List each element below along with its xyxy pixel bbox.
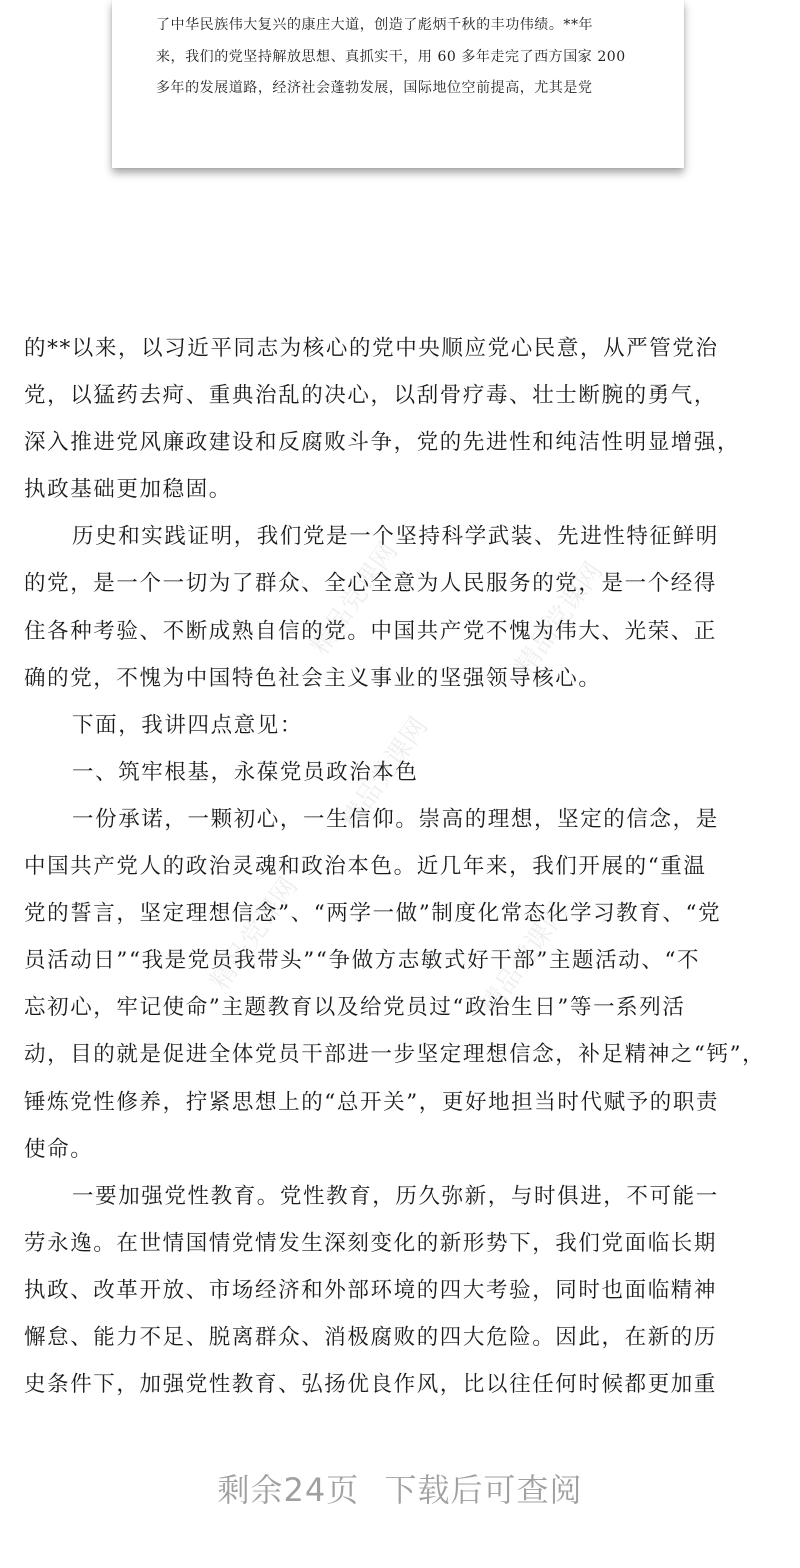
watermark: 精品党课网 [304,536,405,661]
body-line: 执政、改革开放、市场经济和外部环境的四大考验，同时也面临精神 [24,1277,718,1303]
body-line: 执政基础更加稳固。 [24,477,232,503]
watermark: 精品党课网 [204,871,305,996]
body-line: 懈怠、能力不足、脱离群众、消极腐败的四大危险。因此，在新的历 [24,1324,718,1350]
watermark: 精品党课网 [509,556,610,681]
preview-text-block [156,10,646,105]
preview-line: 多年的发展道路，经济社会蓬勃发展，国际地位空前提高，尤其是党 [156,80,593,97]
body-line: 史条件下，加强党性教育、弘扬优良作风，比以往任何时候都更加重 [24,1372,718,1398]
body-line: 忘初心，牢记使命”主题教育以及给党员过“政治生日”等一系列活 [24,995,686,1021]
body-line: 员活动日”“我是党员我带头”“争做方志敏式好干部”主题活动、“不 [24,948,701,974]
section-heading: 一、筑牢根基，永葆党员政治本色 [72,759,419,785]
watermark: 精品党课网 [474,896,575,1021]
remaining-pages-link[interactable]: 剩余24页 下载后可查阅 [217,1471,583,1509]
body-line: 使命。 [24,1136,94,1162]
body-line: 一份承诺，一颗初心，一生信仰。崇高的理想，坚定的信念，是 [72,806,719,832]
document-body [24,325,779,1408]
body-line: 下面，我讲四点意见： [72,712,304,738]
preview-line: 了中华民族伟大复兴的康庄大道，创造了彪炳千秋的丰功伟绩。**年 [156,17,594,33]
preview-line: 来，我们的党坚持解放思想、真抓实干，用 60 多年走完了西方国家 200 [156,48,626,65]
body-line: 深入推进党风廉政建设和反腐败斗争，党的先进性和纯洁性明显增强， [24,430,741,456]
body-line: 劳永逸。在世情国情党情发生深刻变化的新形势下，我们党面临长期 [24,1230,718,1256]
body-line: 确的党，不愧为中国特色社会主义事业的坚强领导核心。 [24,665,602,691]
body-line: 锤炼党性修养，拧紧思想上的“总开关”，更好地担当时代赋予的职责 [24,1089,720,1115]
body-line: 住各种考验、不断成熟自信的党。中国共产党不愧为伟大、光荣、正 [24,618,718,644]
body-line: 的**以来，以习近平同志为核心的党中央顺应党心民意，从严管党治 [24,336,719,361]
preview-page-card [112,0,684,168]
body-line: 动，目的就是促进全体党员干部进一步坚定理想信念，补足精神之“钙”， [24,1042,766,1068]
watermark: 精品党课网 [334,711,435,836]
body-line: 中国共产党人的政治灵魂和政治本色。近几年来，我们开展的“重温 [24,854,707,880]
body-line: 一要加强党性教育。党性教育，历久弥新，与时俱进，不可能一 [72,1183,719,1209]
body-line: 党的誓言，坚定理想信念”、“两学一做”制度化常态化学习教育、“党 [24,901,722,927]
body-line: 党，以猛药去疴、重典治乱的决心，以刮骨疗毒、壮士断腕的勇气， [24,383,718,409]
body-line: 历史和实践证明，我们党是一个坚持科学武装、先进性特征鲜明 [72,524,719,550]
body-line: 的党，是一个一切为了群众、全心全意为人民服务的党，是一个经得 [24,571,718,597]
